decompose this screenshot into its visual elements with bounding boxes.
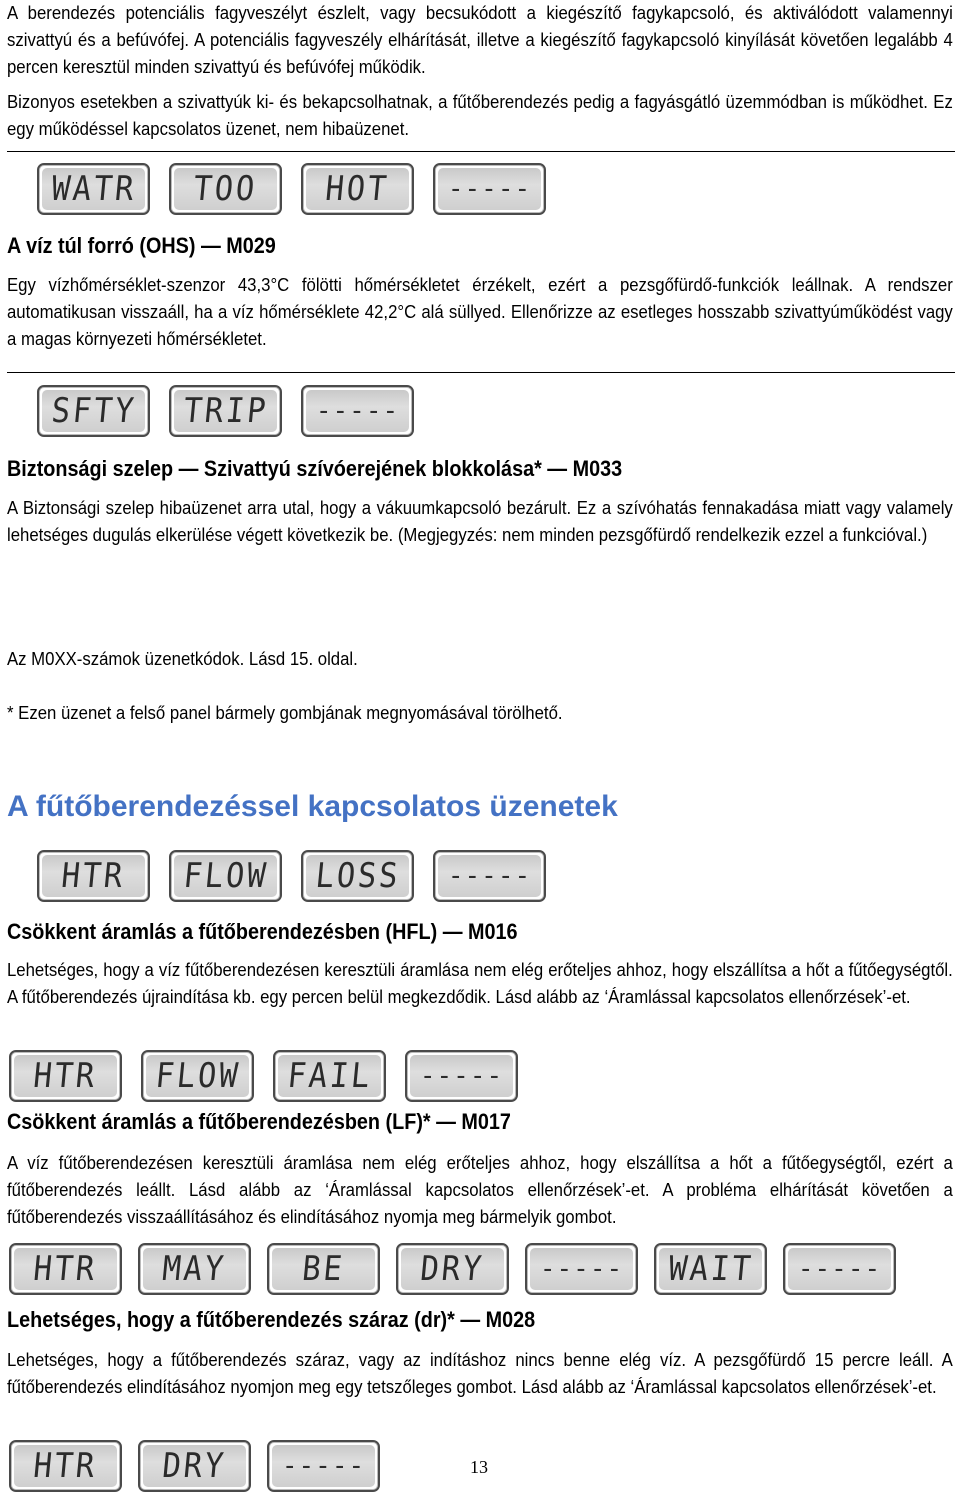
lcd-text: ----- — [447, 861, 532, 891]
ohs-body: Egy vízhőmérséklet-szenzor 43,3°C fölötti hőmérsékletet érzékelt, ezért a pezsgőfürdő-funkciók leállnak. A rendszer automatikusan visszaáll, ha a víz hőmérséklete 42,2°C alá süllyed. Ellenőrizze az esetleges hosszabb szivattyúműködést vagy a magas környezeti hőmérsékletet. — [7, 275, 953, 349]
lcd-display — [169, 385, 282, 437]
lcd-text: HTR — [59, 856, 128, 896]
lcd-text: WAIT — [666, 1249, 755, 1289]
lcd-display — [9, 1243, 122, 1295]
lcd-display — [9, 1440, 122, 1492]
lcd-display — [301, 385, 414, 437]
lcd-row-ohs — [37, 163, 546, 219]
lcd-display — [37, 850, 150, 902]
lcd-text: HTR — [31, 1446, 100, 1486]
lcd-row-dr — [9, 1243, 896, 1299]
lcd-display — [525, 1243, 638, 1295]
lcd-text: DRY — [160, 1446, 229, 1486]
lf-body: A víz fűtőberendezésen keresztüli áramlása nem elég erőteljes ahhoz, hogy elszállítsa a hőt a fűtőegységtől, ezért a fűtőberendezés leállt. Lásd alább az ‘Áramlással kapcsolatos ellenőrzések’-et. A probléma elhárítását követően a fűtőberendezés visszaállításához és elindításához nyomja meg bármelyik gombot. — [7, 1153, 953, 1227]
lcd-display — [138, 1440, 251, 1492]
lcd-row-dry — [9, 1440, 380, 1496]
divider — [7, 372, 955, 373]
lcd-display — [267, 1440, 380, 1492]
lcd-text: HTR — [31, 1056, 100, 1096]
lcd-display — [169, 163, 282, 215]
lcd-text: LOSS — [313, 856, 402, 896]
sfty-heading: Biztonsági szelep — Szivattyú szívóerejének blokkolása* — M033 — [7, 456, 623, 481]
intro-paragraph-2: Bizonyos esetekben a szivattyúk ki- és bekapcsolhatnak, a fűtőberendezés pedig a fagyásgátló üzemmódban is működhet. Ez egy működéssel kapcsolatos üzenet, nem hibaüzenet. — [7, 92, 953, 139]
codes-note: Az M0XX-számok üzenetkódok. Lásd 15. oldal. — [7, 649, 358, 669]
dr-body: Lehetséges, hogy a fűtőberendezés száraz, vagy az indításhoz nincs benne elég víz. A pezsgőfürdő 15 percre leáll. A fűtőberendezés elindításához nyomjon meg egy tetszőleges gombot. Lásd alább az ‘Áramlással kapcsolatos ellenőrzések’-et. — [7, 1350, 953, 1397]
lcd-text: ----- — [539, 1254, 624, 1284]
lcd-text: FLOW — [181, 856, 270, 896]
lcd-display — [405, 1050, 518, 1102]
lcd-display — [396, 1243, 509, 1295]
sfty-body: A Biztonsági szelep hibaüzenet arra utal, hogy a vákuumkapcsoló bezárult. Ez a szívóhatás fennakadása miatt vagy valamely lehetséges dugulás elkerülése végett következik be. (Megjegyzés: nem minden pezsgőfürdő rendelkezik ezzel a funkcióval.) — [7, 498, 953, 545]
lcd-text: ----- — [447, 174, 532, 204]
lcd-text: FLOW — [153, 1056, 242, 1096]
lcd-row-lf — [9, 1050, 518, 1106]
lcd-display — [37, 385, 150, 437]
lcd-display — [301, 850, 414, 902]
lcd-text: ----- — [281, 1451, 366, 1481]
lcd-display — [9, 1050, 122, 1102]
lcd-text: ----- — [797, 1254, 882, 1284]
lcd-display — [138, 1243, 251, 1295]
hfl-heading: Csökkent áramlás a fűtőberendezésben (HFL) — M016 — [7, 919, 518, 944]
lcd-display — [433, 850, 546, 902]
intro-paragraph-1: A berendezés potenciális fagyveszélyt észlelt, vagy becsukódott a kiegészítő fagykapcsoló, és aktiválódott valamennyi szivattyú és a befúvófej. A potenciális fagyveszély elhárítását, illetve a kiegészítő fagykapcsoló kinyílását követően legalább 4 percen keresztül minden szivattyú és befúvófej működik. — [7, 3, 953, 77]
lcd-display — [433, 163, 546, 215]
lcd-display — [37, 163, 150, 215]
heater-section-title: A fűtőberendezéssel kapcsolatos üzenetek — [7, 790, 618, 823]
divider — [7, 151, 955, 152]
lcd-row-sfty — [37, 385, 414, 441]
lcd-text: TRIP — [181, 391, 270, 431]
hfl-body: Lehetséges, hogy a víz fűtőberendezésen keresztüli áramlása nem elég erőteljes ahhoz, hogy elszállítsa a hőt a fűtőegységtől. A fűtőberendezés újraindítása kb. egy percen belül megkezdődik. Lásd alább az ‘Áramlással kapcsolatos ellenőrzések’-et. — [7, 960, 953, 1007]
page-number: 13 — [470, 1457, 488, 1477]
ohs-heading: A víz túl forró (OHS) — M029 — [7, 233, 276, 258]
lf-heading: Csökkent áramlás a fűtőberendezésben (LF)* — M017 — [7, 1109, 511, 1134]
lcd-text: ----- — [315, 396, 400, 426]
clear-note: * Ezen üzenet a felső panel bármely gombjának megnyomásával törölhető. — [7, 703, 563, 723]
dr-heading: Lehetséges, hogy a fűtőberendezés száraz (dr)* — M028 — [7, 1307, 536, 1332]
lcd-text: HTR — [31, 1249, 100, 1289]
lcd-text: BE — [300, 1249, 347, 1289]
lcd-text: SFTY — [49, 391, 138, 431]
lcd-text: ----- — [419, 1061, 504, 1091]
lcd-text: FAIL — [285, 1056, 374, 1096]
lcd-display — [273, 1050, 386, 1102]
lcd-display — [301, 163, 414, 215]
lcd-text: WATR — [49, 169, 138, 209]
lcd-text: MAY — [160, 1249, 229, 1289]
lcd-text: DRY — [418, 1249, 487, 1289]
lcd-text: TOO — [191, 169, 260, 209]
lcd-display — [783, 1243, 896, 1295]
lcd-display — [654, 1243, 767, 1295]
lcd-display — [169, 850, 282, 902]
lcd-display — [267, 1243, 380, 1295]
lcd-text: HOT — [323, 169, 392, 209]
lcd-row-hfl — [37, 850, 546, 906]
lcd-display — [141, 1050, 254, 1102]
